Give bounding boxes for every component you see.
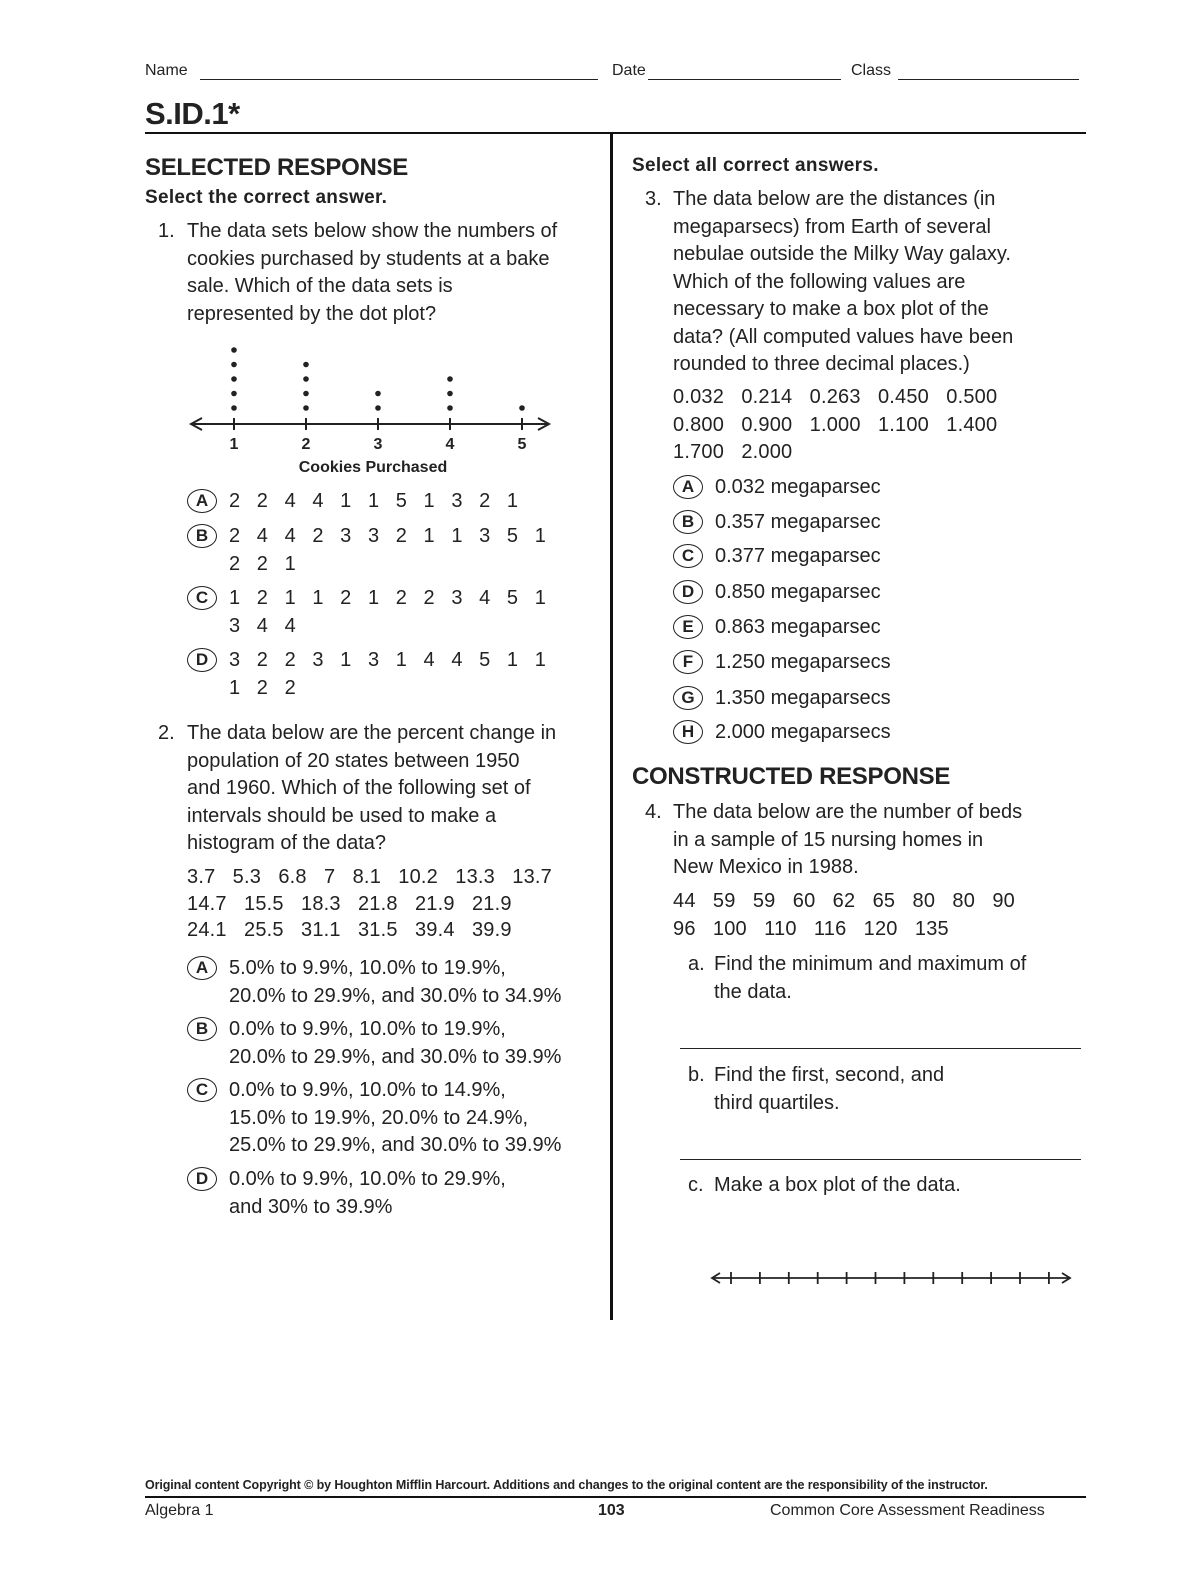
dot-plot-point bbox=[231, 347, 237, 353]
choice-text: 2 2 4 4 1 1 5 1 3 2 1 bbox=[229, 490, 519, 512]
choice-text: 0.863 megaparsec bbox=[715, 616, 881, 638]
footer-course: Algebra 1 bbox=[145, 1502, 214, 1519]
page-title: S.ID.1* bbox=[145, 96, 240, 131]
answer-bubble[interactable]: A bbox=[187, 956, 217, 980]
footer-series: Common Core Assessment Readiness bbox=[770, 1502, 1045, 1519]
dot-plot-point bbox=[519, 405, 525, 411]
choice-text: 0.357 megaparsec bbox=[715, 511, 881, 533]
dot-plot-tick-label: 5 bbox=[517, 436, 527, 453]
dot-plot-point bbox=[231, 376, 237, 382]
class-label: Class bbox=[851, 62, 892, 79]
dot-plot-tick-labels bbox=[230, 436, 527, 453]
answer-bubble[interactable]: C bbox=[187, 586, 217, 610]
dot-plot-point bbox=[303, 391, 309, 397]
dot-plot-point bbox=[231, 362, 237, 368]
choice-text: 1.350 megaparsecs bbox=[715, 687, 891, 709]
date-label: Date bbox=[612, 62, 646, 79]
q1-number: 1. bbox=[158, 220, 175, 242]
copyright-note: Original content Copyright © by Houghton Mifflin Harcourt. Additions and changes to the original content are the responsibility of the instructor. bbox=[145, 1478, 988, 1492]
dot-plot-tick-label: 3 bbox=[373, 436, 383, 453]
column-divider bbox=[610, 133, 613, 1320]
choice-text: 1 2 1 1 2 1 2 2 3 4 5 1 bbox=[229, 587, 546, 609]
selected-response-heading: SELECTED RESPONSE bbox=[145, 154, 408, 181]
q4-data-line: 44 59 59 60 62 65 80 80 90 bbox=[673, 890, 1015, 912]
answer-bubble[interactable]: G bbox=[673, 686, 703, 710]
choice-text: 0.0% to 9.9%, 10.0% to 29.9%, bbox=[229, 1168, 506, 1190]
q2-data-line: 14.7 15.5 18.3 21.8 21.9 21.9 bbox=[187, 892, 512, 915]
choice-text: 20.0% to 29.9%, and 30.0% to 39.9% bbox=[229, 1045, 562, 1068]
name-label: Name bbox=[145, 62, 188, 79]
date-field-line[interactable] bbox=[648, 79, 841, 80]
constructed-response-heading: CONSTRUCTED RESPONSE bbox=[632, 763, 951, 790]
dot-plot-point bbox=[303, 405, 309, 411]
dot-plot-point bbox=[303, 376, 309, 382]
choice-text: 3 4 4 bbox=[229, 614, 296, 637]
q4c-text: Make a box plot of the data. bbox=[714, 1174, 961, 1196]
q3-text: The data below are the distances (in megaparsecs) from Earth of several nebulae outside the Milky Way galaxy. Which of the following values are necessary to make a box plot of the data? (All computed values have been rounded to three decimal places.) bbox=[673, 188, 1014, 375]
answer-bubble[interactable]: B bbox=[187, 1017, 217, 1041]
answer-bubble[interactable]: H bbox=[673, 720, 703, 744]
dot-plot-x-label: Cookies Purchased bbox=[298, 459, 448, 476]
answer-bubble[interactable]: C bbox=[187, 1078, 217, 1102]
answer-bubble[interactable]: A bbox=[187, 489, 217, 513]
q4b-answer-line[interactable] bbox=[680, 1159, 1081, 1160]
dot-plot-dots bbox=[231, 347, 525, 411]
choice-text: 2 2 1 bbox=[229, 552, 296, 575]
dot-plot-axis bbox=[191, 418, 549, 430]
dot-plot-point bbox=[231, 391, 237, 397]
dot-plot-point bbox=[231, 405, 237, 411]
q4c-label: c. bbox=[688, 1174, 704, 1196]
choice-text: 3 2 2 3 1 3 1 4 4 5 1 1 bbox=[229, 649, 546, 671]
answer-bubble[interactable]: C bbox=[673, 544, 703, 568]
q4b-text: Find the first, second, and third quartiles. bbox=[714, 1064, 945, 1114]
choice-text: 1.250 megaparsecs bbox=[715, 651, 891, 673]
choice-text: 0.0% to 9.9%, 10.0% to 14.9%, bbox=[229, 1079, 506, 1101]
q1-text: The data sets below show the numbers of cookies purchased by students at a bake sale. Which of the data sets is represented by the dot plot? bbox=[187, 220, 558, 325]
q3-data-line: 0.032 0.214 0.263 0.450 0.500 bbox=[673, 386, 998, 408]
q2-data-line: 3.7 5.3 6.8 7 8.1 10.2 13.3 13.7 bbox=[187, 866, 553, 888]
answer-bubble[interactable]: B bbox=[673, 510, 703, 534]
number-line-axis bbox=[712, 1272, 1070, 1284]
answer-bubble[interactable]: B bbox=[187, 524, 217, 548]
choice-text: 15.0% to 19.9%, 20.0% to 24.9%, bbox=[229, 1106, 529, 1129]
q3-data-line: 1.700 2.000 bbox=[673, 441, 793, 463]
dot-plot-point bbox=[447, 376, 453, 382]
answer-bubble[interactable]: D bbox=[187, 648, 217, 672]
answer-bubble[interactable]: D bbox=[187, 1167, 217, 1191]
dot-plot-tick-label: 2 bbox=[301, 436, 311, 453]
choice-text: 0.0% to 9.9%, 10.0% to 19.9%, bbox=[229, 1018, 506, 1040]
q4-text: The data below are the number of beds in a sample of 15 nursing homes in New Mexico in 1988. bbox=[673, 801, 1023, 878]
choice-text: 5.0% to 9.9%, 10.0% to 19.9%, bbox=[229, 957, 506, 979]
q3-number: 3. bbox=[645, 188, 662, 210]
q3-data-line: 0.800 0.900 1.000 1.100 1.400 bbox=[673, 413, 998, 436]
answer-bubble[interactable]: E bbox=[673, 615, 703, 639]
answer-bubble[interactable]: A bbox=[673, 475, 703, 499]
dot-plot-point bbox=[375, 405, 381, 411]
select-all-instruction: Select all correct answers. bbox=[632, 155, 879, 176]
footer-divider bbox=[145, 1496, 1086, 1498]
dot-plot-point bbox=[375, 391, 381, 397]
choice-text: 1 2 2 bbox=[229, 676, 296, 699]
dot-plot-point bbox=[303, 362, 309, 368]
class-field-line[interactable] bbox=[898, 79, 1079, 80]
select-correct-instruction: Select the correct answer. bbox=[145, 187, 388, 208]
q4a-answer-line[interactable] bbox=[680, 1048, 1081, 1049]
q4a-text: Find the minimum and maximum of the data. bbox=[714, 953, 1027, 1003]
title-divider bbox=[145, 132, 1086, 134]
choice-text: 25.0% to 29.9%, and 30.0% to 39.9% bbox=[229, 1134, 562, 1156]
q4a-label: a. bbox=[688, 953, 705, 975]
choice-text: 20.0% to 29.9%, and 30.0% to 34.9% bbox=[229, 984, 562, 1007]
choice-text: 0.377 megaparsec bbox=[715, 545, 881, 567]
dot-plot-tick-label: 4 bbox=[445, 436, 455, 453]
choice-text: 2 4 4 2 3 3 2 1 1 3 5 1 bbox=[229, 525, 546, 547]
choice-text: 2.000 megaparsecs bbox=[715, 721, 891, 743]
q2-data-line: 24.1 25.5 31.1 31.5 39.4 39.9 bbox=[187, 919, 512, 941]
q2-number: 2. bbox=[158, 722, 175, 744]
answer-bubble[interactable]: F bbox=[673, 650, 703, 674]
q4b-label: b. bbox=[688, 1064, 705, 1086]
dot-plot-point bbox=[447, 405, 453, 411]
dot-plot-point bbox=[447, 391, 453, 397]
choice-text: 0.032 megaparsec bbox=[715, 476, 881, 498]
answer-bubble[interactable]: D bbox=[673, 580, 703, 604]
dot-plot-tick-label: 1 bbox=[229, 436, 239, 453]
choice-text: 0.850 megaparsec bbox=[715, 581, 881, 603]
q2-text: The data below are the percent change in population of 20 states between 1950 and 1960. Which of the following set of intervals should be used to make a histogram of the data? bbox=[187, 722, 557, 854]
page-number: 103 bbox=[598, 1502, 625, 1519]
q4-number: 4. bbox=[645, 801, 662, 823]
name-field-line[interactable] bbox=[200, 79, 598, 80]
q4-data-line: 96 100 110 116 120 135 bbox=[673, 917, 949, 940]
choice-text: and 30% to 39.9% bbox=[229, 1195, 393, 1218]
cookies-dot-plot bbox=[180, 340, 570, 480]
box-plot-number-line[interactable] bbox=[708, 1266, 1078, 1290]
